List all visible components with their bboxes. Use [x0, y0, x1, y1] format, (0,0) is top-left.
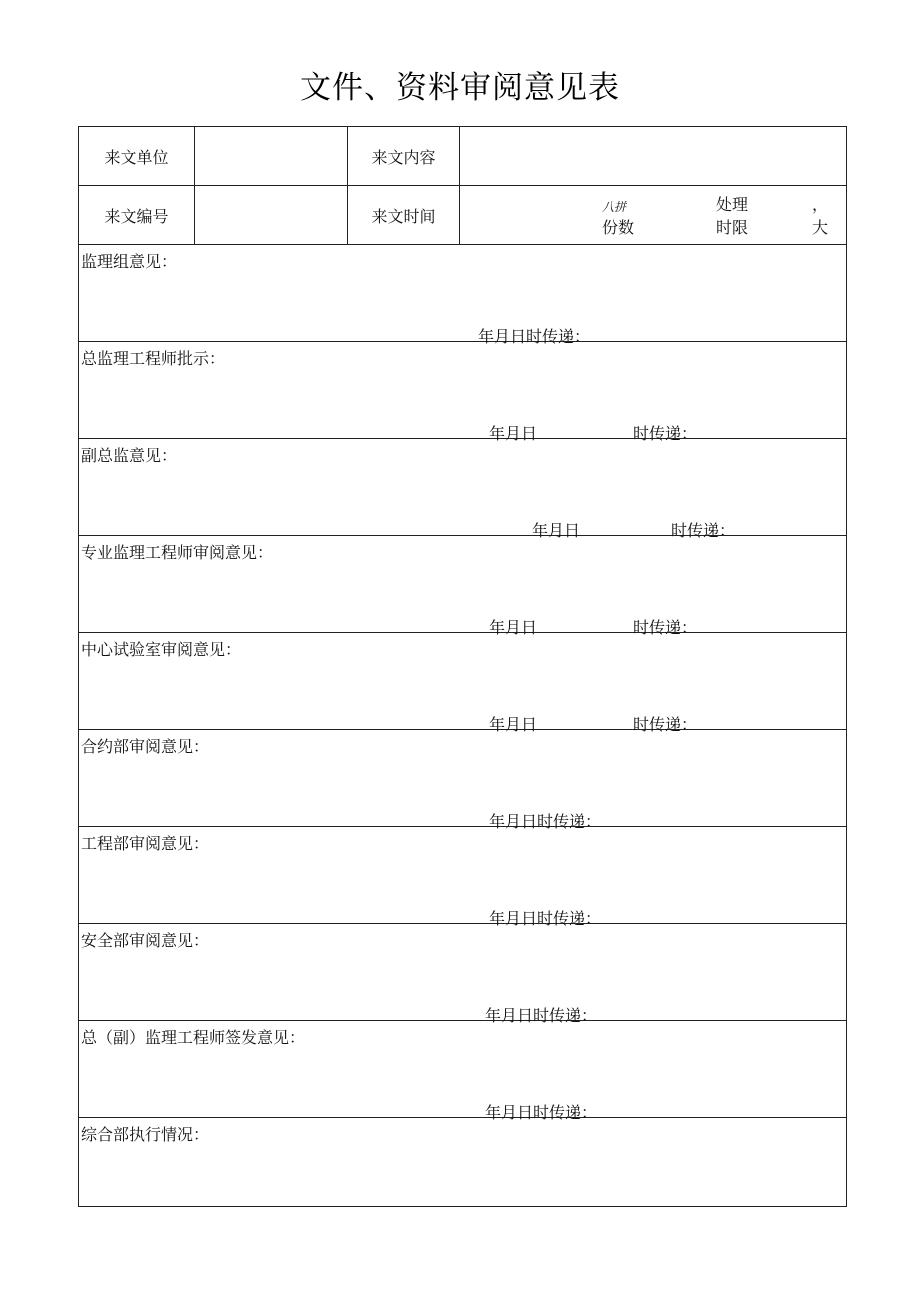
copies-label: 份数 [602, 218, 635, 237]
section-deputy-chief [79, 439, 847, 536]
section-issuance [79, 1021, 847, 1118]
incoming-unit-field[interactable] [195, 127, 348, 186]
deadline-label: 时限 [716, 218, 749, 237]
date-label: 年月日 [489, 715, 538, 734]
incoming-number-field[interactable] [195, 186, 348, 245]
date-label: 年月日 [532, 521, 581, 540]
section-label: 合约部审阅意见： [81, 737, 210, 756]
page-title: 文件、资料审阅意见表 [300, 70, 620, 106]
extra-mark-top: ， [812, 195, 829, 214]
section-label: 专业监理工程师审阅意见： [81, 543, 274, 562]
date-transfer-label: 年月日时传递： [489, 909, 602, 928]
header-row-number-time [79, 186, 847, 245]
section-label: 监理组意见： [81, 252, 178, 271]
date-transfer-label: 年月日时传递： [478, 327, 591, 346]
section-label: 总（副）监理工程师签发意见： [81, 1028, 306, 1047]
transfer-label: 时传递： [633, 618, 698, 637]
opinion-area[interactable] [79, 342, 847, 443]
opinion-area[interactable] [79, 1021, 847, 1122]
header-row-unit-content [79, 127, 847, 186]
section-label: 工程部审阅意见： [81, 834, 210, 853]
deadline-label-top: 处理 [716, 195, 749, 214]
section-safety [79, 924, 847, 1021]
opinion-area[interactable] [79, 924, 847, 1025]
transfer-label: 时传递： [671, 521, 736, 540]
extra-mark-bottom: 大 [812, 218, 829, 237]
incoming-content-field[interactable] [460, 127, 847, 186]
opinion-area[interactable] [79, 439, 847, 540]
opinion-area[interactable] [79, 536, 847, 637]
incoming-unit-label: 来文单位 [79, 127, 195, 186]
date-label: 年月日 [489, 424, 538, 443]
section-contracts [79, 730, 847, 827]
opinion-area[interactable] [79, 245, 847, 346]
section-central-lab [79, 633, 847, 730]
date-transfer-label: 年月日时传递： [485, 1103, 598, 1122]
opinion-area[interactable] [79, 827, 847, 928]
date-transfer-label: 年月日时传递： [485, 1006, 598, 1025]
opinion-area[interactable] [79, 633, 847, 734]
copies-label-top: 八拼 [602, 200, 627, 214]
transfer-label: 时传递： [633, 715, 698, 734]
incoming-content-label: 来文内容 [348, 127, 460, 186]
transfer-label: 时传递： [633, 424, 698, 443]
opinion-area[interactable] [79, 730, 847, 831]
incoming-time-field[interactable] [460, 186, 847, 245]
section-engineering [79, 827, 847, 924]
opinion-area[interactable] [79, 1118, 847, 1207]
section-specialty-engineer [79, 536, 847, 633]
incoming-number-label: 来文编号 [79, 186, 195, 245]
date-transfer-label: 年月日时传递： [489, 812, 602, 831]
section-label: 安全部审阅意见： [81, 931, 210, 950]
section-chief-engineer [79, 342, 847, 439]
incoming-time-label: 来文时间 [348, 186, 460, 245]
section-label: 副总监意见： [81, 446, 178, 465]
section-label: 中心试验室审阅意见： [81, 640, 242, 659]
section-supervision-team [79, 245, 847, 342]
review-form-table [78, 126, 847, 1207]
section-general-affairs [79, 1118, 847, 1207]
section-label: 综合部执行情况： [81, 1125, 210, 1144]
date-label: 年月日 [489, 618, 538, 637]
section-label: 总监理工程师批示： [81, 349, 226, 368]
